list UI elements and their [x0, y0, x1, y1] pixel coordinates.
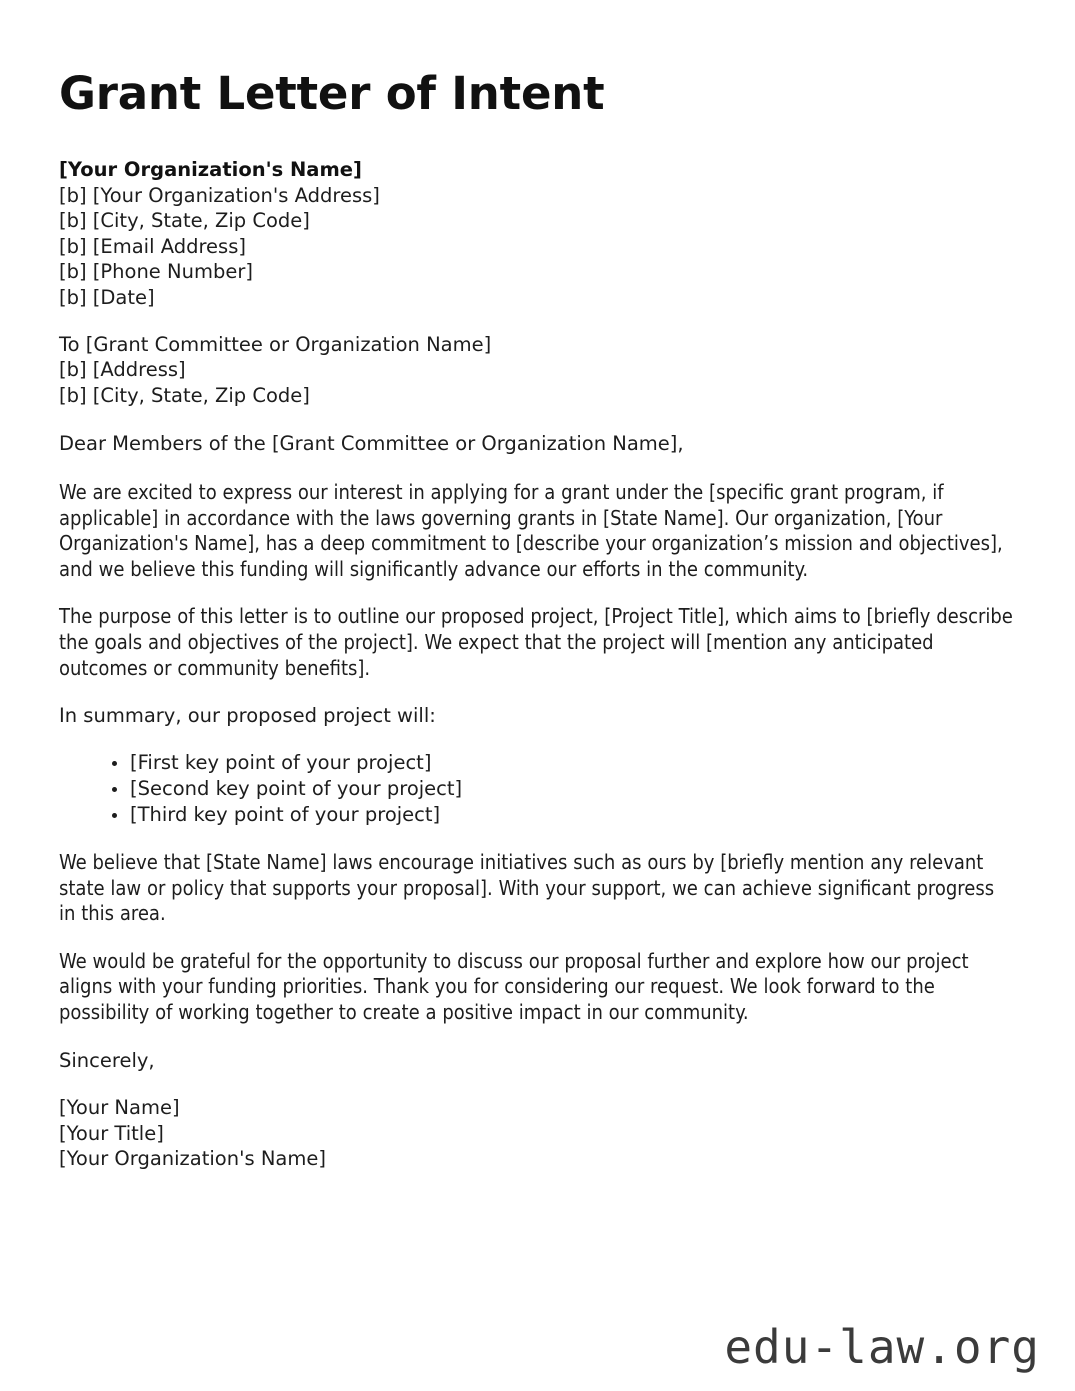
- recipient-address-block: [59, 332, 1015, 409]
- site-watermark: edu-law.org: [724, 1320, 1040, 1374]
- signature-title-line: [Your Title]: [59, 1121, 164, 1145]
- body-paragraph-3: We believe that [State Name] laws encourage initiatives such as ours by [briefly mention any relevant state law or policy that supports your proposal]. With your support, we can achieve significant progress in this area.: [59, 850, 995, 926]
- list-item: [Second key point of your project]: [112, 776, 1015, 802]
- sender-organization-name: [Your Organization's Name]: [59, 158, 362, 181]
- salutation-line: Dear Members of the [Grant Committee or Organization Name],: [59, 432, 684, 456]
- body-paragraph-4: We would be grateful for the opportunity to discuss our proposal further and explore how our project aligns with your funding priorities. Thank you for considering our request. We look forward to the possibility of working together to create a positive impact in our community.: [59, 948, 969, 1025]
- sender-phone-line: [b] [Phone Number]: [59, 260, 253, 284]
- document-content: [59, 66, 1015, 1172]
- signature-block: [59, 1095, 1015, 1172]
- recipient-name-line: To [Grant Committee or Organization Name]: [59, 332, 492, 356]
- sender-address-block: [59, 157, 1015, 311]
- signature-name-line: [Your Name]: [59, 1096, 180, 1120]
- closing-line: Sincerely,: [59, 1048, 155, 1072]
- spacer-after-recipient-block: [59, 408, 1015, 431]
- sender-city-state-zip-line: [b] [City, State, Zip Code]: [59, 209, 310, 233]
- page-title: Grant Letter of Intent: [59, 67, 605, 120]
- body-paragraph-2: The purpose of this letter is to outline our proposed project, [Project Title], which aims to [briefly describe the goals and objectives of the project]. We expect that the project will [mention any anticipated outcomes or community benefits].: [59, 604, 1013, 680]
- sender-address-line: [b] [Your Organization's Address]: [59, 183, 380, 207]
- recipient-address-line: [b] [Address]: [59, 358, 186, 382]
- spacer-after-sender-block: [59, 311, 1015, 332]
- list-item: [First key point of your project]: [112, 750, 1015, 776]
- body-paragraph-1: We are excited to express our interest in applying for a grant under the [specific grant program, if applicable] in accordance with the laws governing grants in [State Name]. Our organization, [Your Organization's Name], has a deep commitment to [describe your organization’s mission and objectives], and we believe this funding will significantly advance our efforts in the community.: [59, 479, 1003, 581]
- signature-organization-line: [Your Organization's Name]: [59, 1147, 326, 1171]
- key-points-list: [59, 750, 1015, 828]
- list-lead-in-line: In summary, our proposed project will:: [59, 704, 436, 728]
- sender-email-line: [b] [Email Address]: [59, 234, 246, 258]
- list-item: [Third key point of your project]: [112, 802, 1015, 828]
- sender-date-line: [b] [Date]: [59, 285, 155, 309]
- recipient-city-state-zip-line: [b] [City, State, Zip Code]: [59, 383, 310, 407]
